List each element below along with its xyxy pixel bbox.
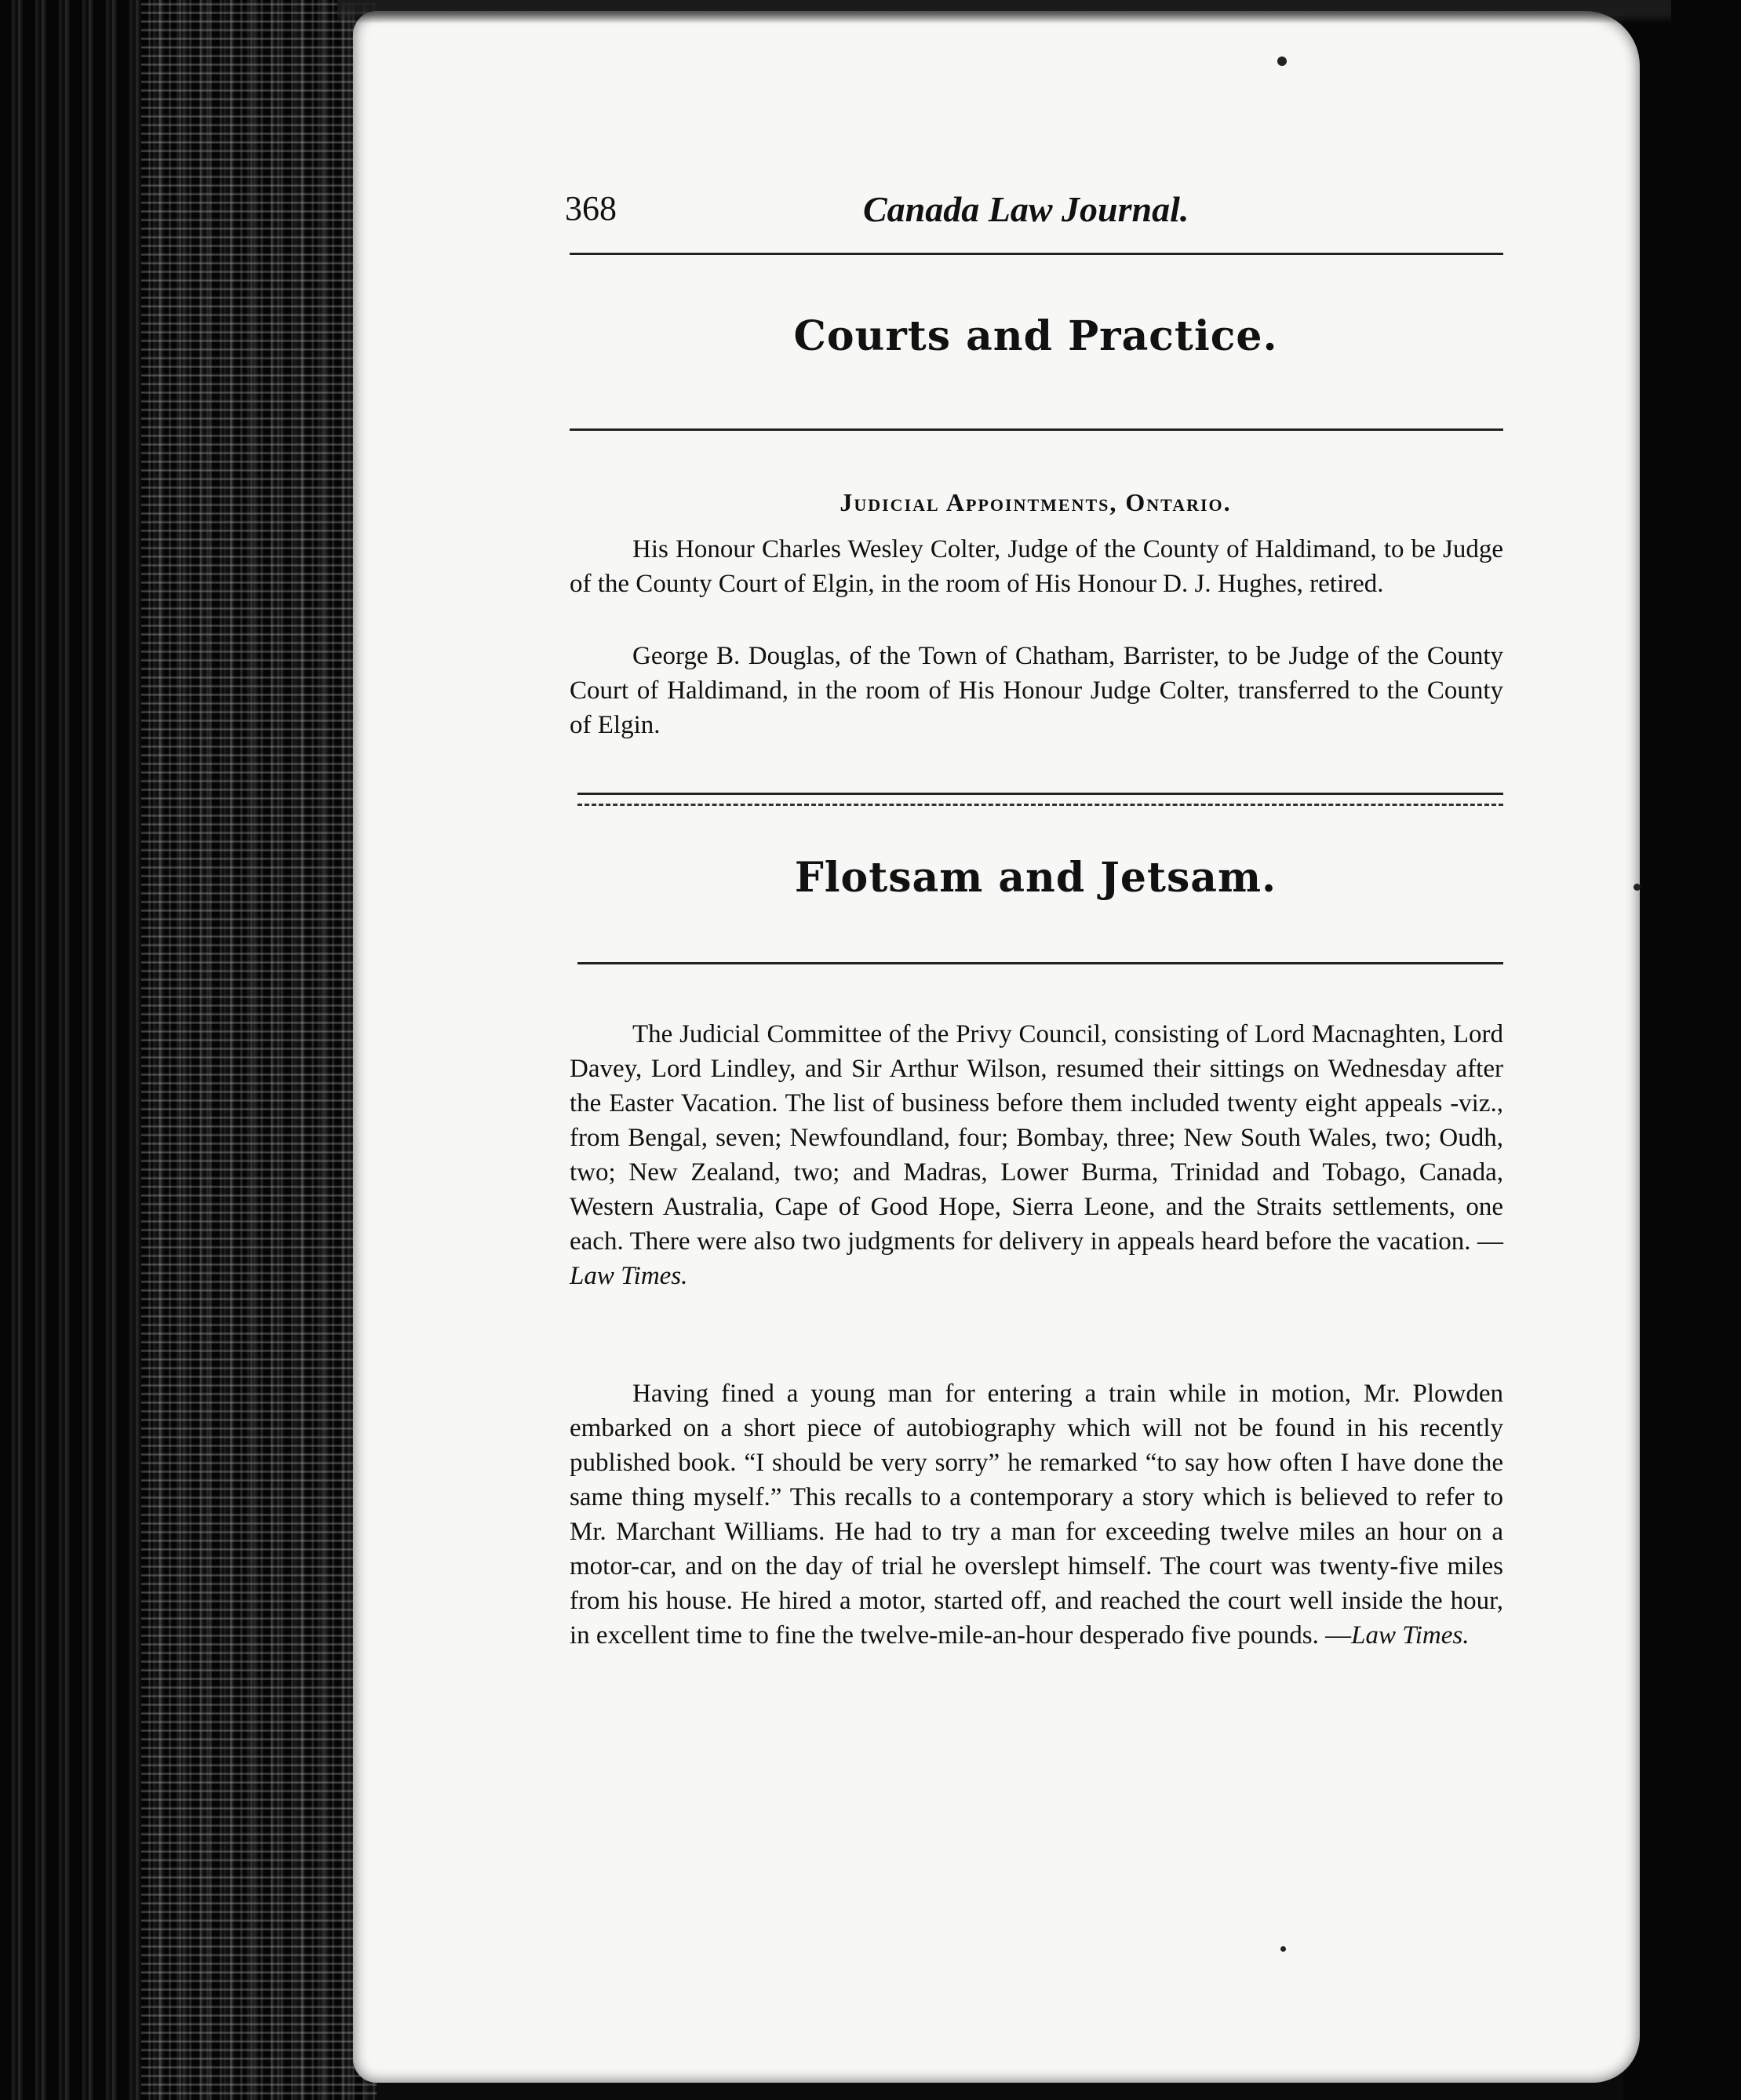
section-subtitle: Judicial Appointments, Ontario. xyxy=(840,488,1232,516)
section-rule xyxy=(570,428,1503,431)
appointment-paragraph-colter: His Honour Charles Wesley Colter, Judge of the County of Haldimand, to be Judge of the County Court of Elgin, in the room of His Honour D. J. Hughes, retired. xyxy=(570,535,1503,598)
privy-council-text: The Judicial Committee of the Privy Council, consisting of Lord Macnaghten, Lord Davey, Lord Lindley, and Sir Arthur Wilson, resumed their sittings on Wednesday after the Easter Vacation. The list of business before them included twenty eight appeals -viz., from Bengal, seven; Newfoundland, four; Bombay, three; New South Wales, two; Oudh, two; New Zealand, two; and Madras, Lower Burma, Trinidad and Tobago, Canada, Western Australia, Cape of Good Hope, Sierra Leone, and the Straits settlements, one each. There were also two judgments for delivery in appeals heard before the vacation. — xyxy=(570,1020,1503,1256)
section-divider-bottom xyxy=(577,804,1503,806)
plowden-text: Having fined a young man for entering a train while in motion, Mr. Plowden embarked on a short piece of autobiography which will not be found in his recently published book. “I should be very sorry” he remarked “to say how often I have done the same thing myself.” This recalls to a contemporary a story which is believed to refer to Mr. Marchant Williams. He had to try a man for exceeding twelve miles an hour on a motor-car, and on the day of trial he overslept himself. The court was twenty-five miles from his house. He hired a motor, started off, and reached the court well inside the hour, in excellent time to fine the twelve-mile-an-hour desperado five pounds. — xyxy=(570,1380,1503,1650)
source-citation: Law Times. xyxy=(570,1262,688,1290)
right-page-shadow xyxy=(1623,0,1741,2100)
section-rule-2 xyxy=(577,962,1503,964)
appointment-paragraph-douglas: George B. Douglas, of the Town of Chatham, Barrister, to be Judge of the County Court of Haldimand, in the room of His Honour Judge Colter, transferred to the County of Elgin. xyxy=(570,642,1503,739)
journal-title: Canada Law Journal. xyxy=(863,189,1189,229)
binding-edge-texture xyxy=(141,0,377,2100)
running-head xyxy=(565,188,1499,243)
stray-ink-mark xyxy=(1277,57,1287,66)
section-title-flotsam-and-jetsam: Flotsam and Jetsam. xyxy=(794,854,1277,902)
section-title-courts-and-practice: Courts and Practice. xyxy=(793,312,1278,360)
privy-council-paragraph xyxy=(570,1017,1503,1293)
source-citation: Law Times. xyxy=(1351,1621,1470,1650)
top-edge-shadow xyxy=(337,0,1671,24)
page-number: 368 xyxy=(565,189,617,228)
stray-ink-mark xyxy=(1280,1946,1286,1952)
section-divider-top xyxy=(577,793,1503,795)
stray-ink-mark xyxy=(1634,884,1641,891)
header-rule xyxy=(570,253,1503,255)
plowden-paragraph xyxy=(570,1376,1503,1653)
